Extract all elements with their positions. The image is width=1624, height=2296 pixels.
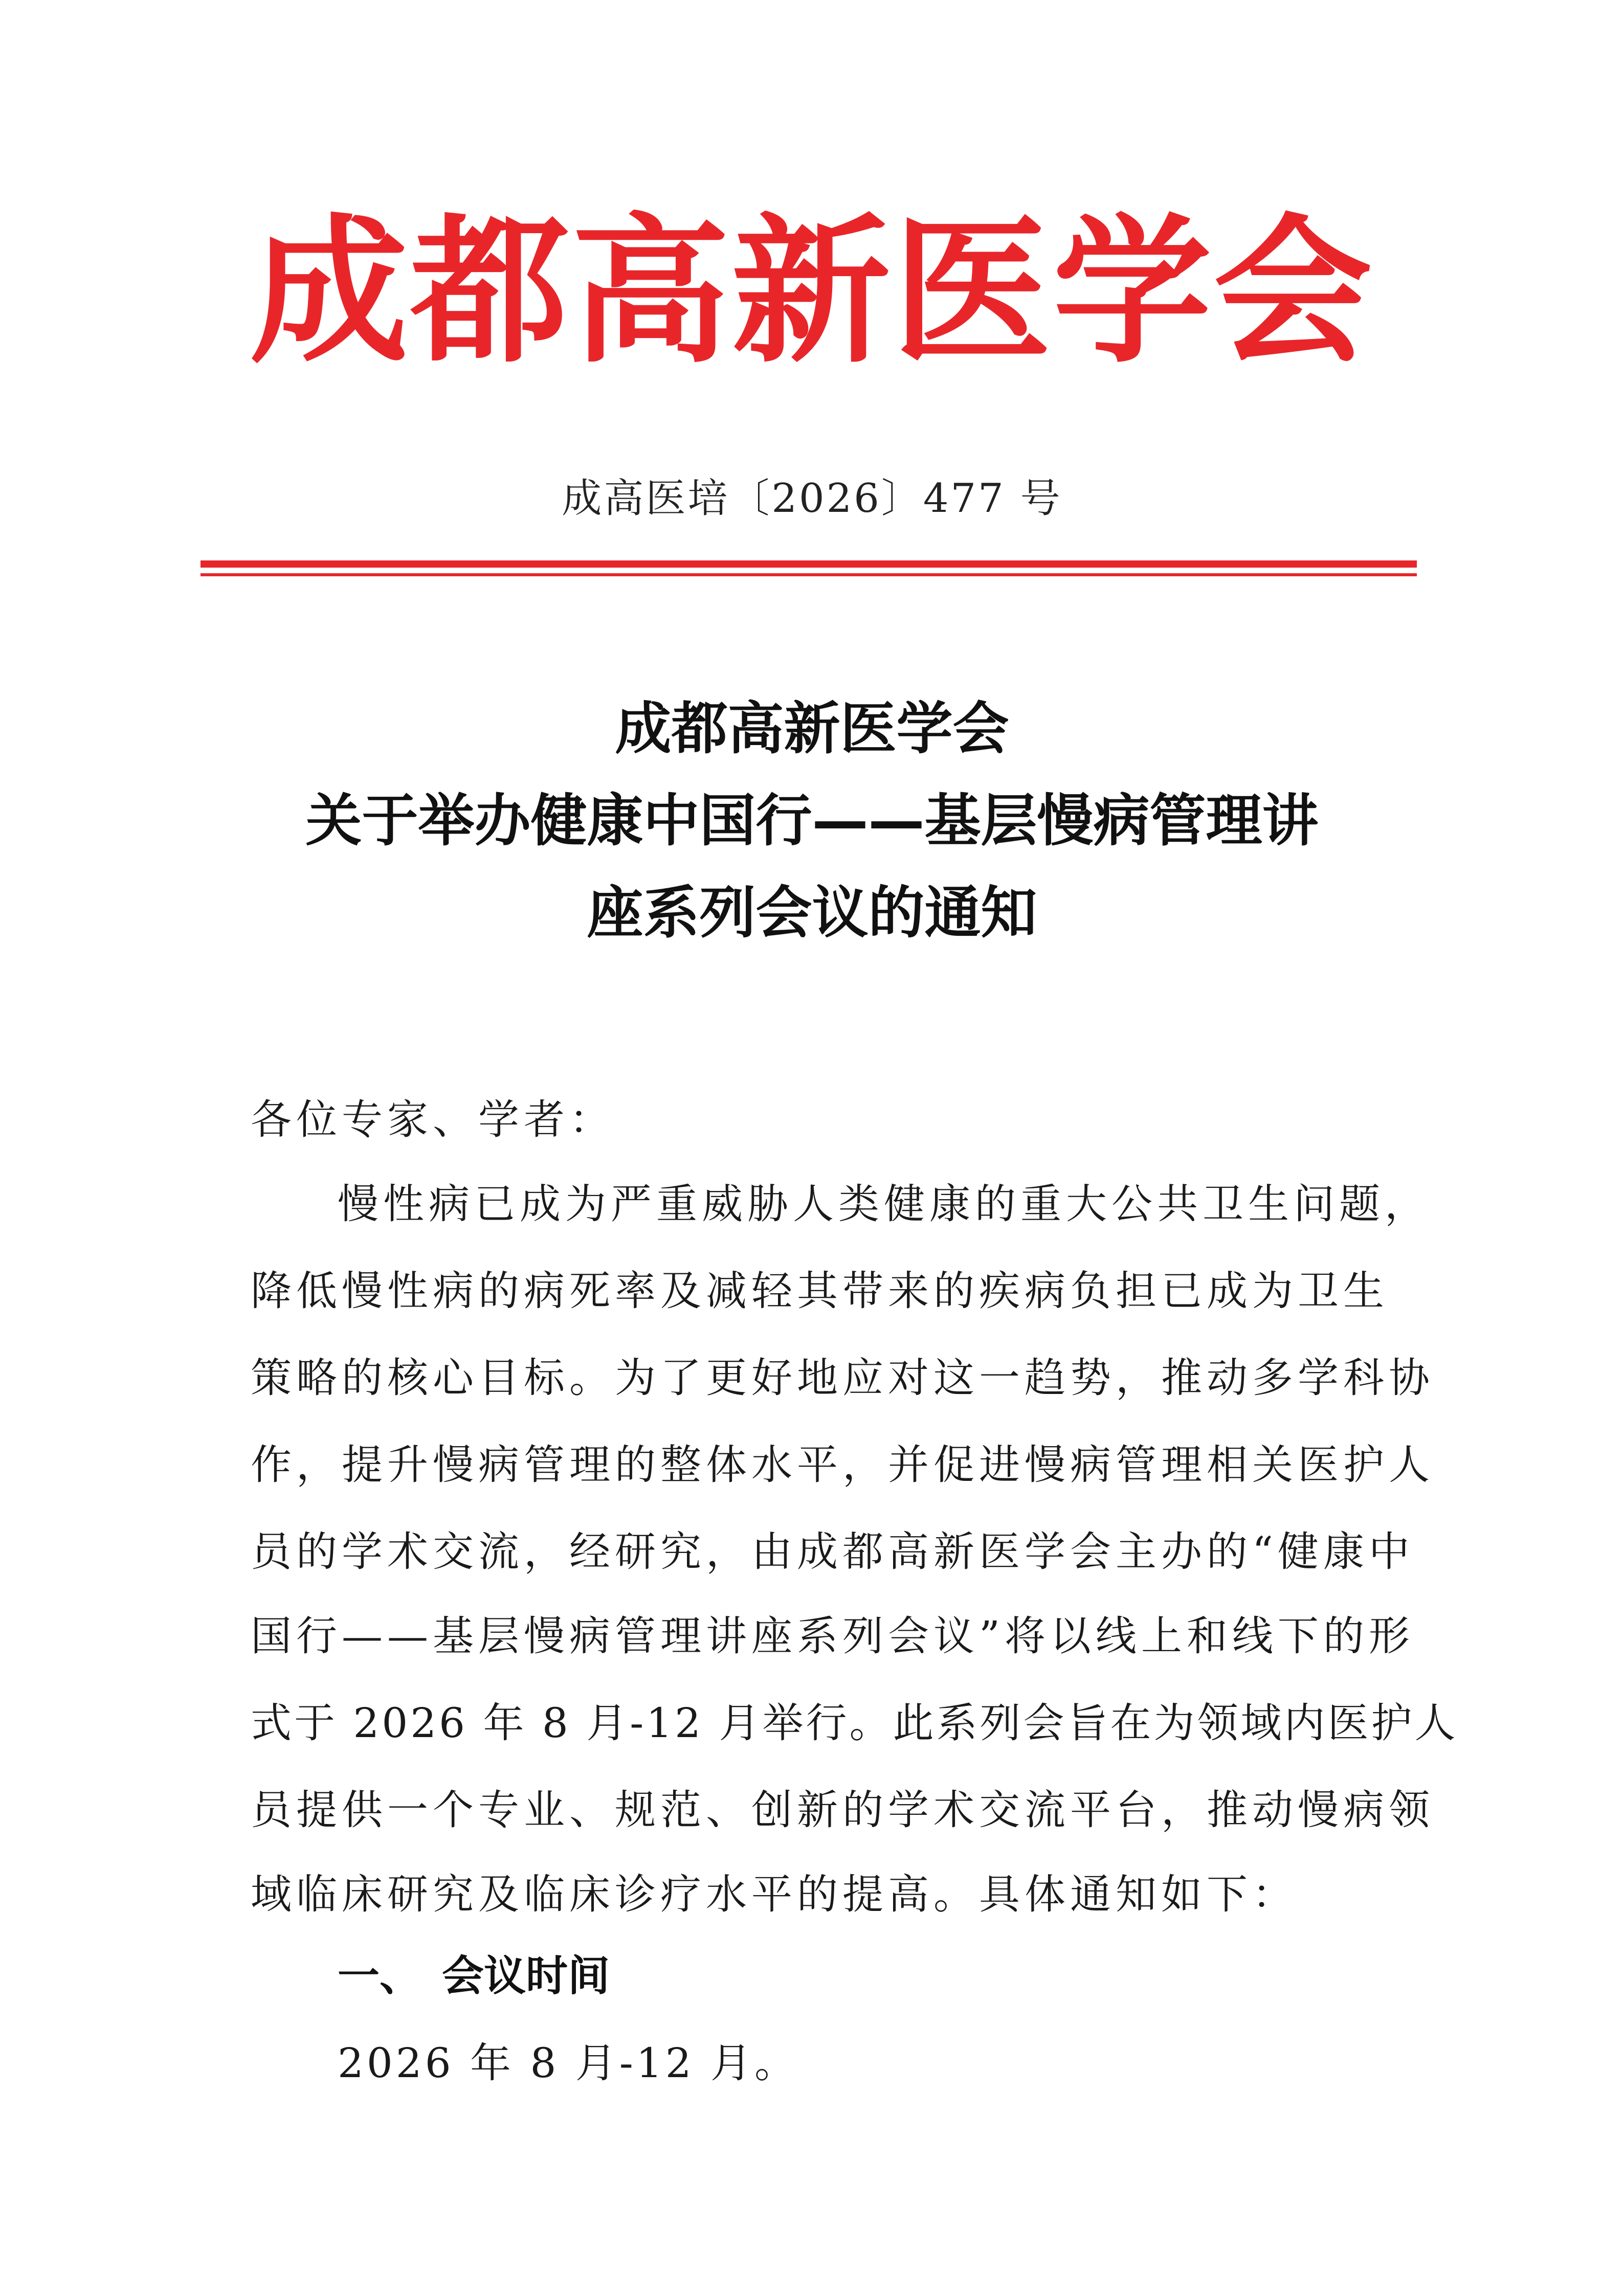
meeting-time: 2026 年 8 月-12 月。 [338,2039,799,2087]
body-line: 式于 2026 年 8 月-12 月举行。此系列会旨在为领域内医护人 [251,1699,1458,1747]
body-line: 策略的核心目标。为了更好地应对这一趋势，推动多学科协 [251,1354,1434,1402]
red-divider-thin [201,573,1417,576]
section-heading-1 [338,1951,610,2002]
notice-title-line-3: 座系列会议的通知 [587,880,1037,946]
body-line: 国行——基层慢病管理讲座系列会议”将以线上和线下的形 [251,1612,1414,1660]
masthead-title: 成都高新医学会 [250,198,1374,385]
body-line: 作，提升慢病管理的整体水平，并促进慢病管理相关医护人 [251,1441,1434,1489]
section-number: 一、 [338,1952,422,2000]
body-line: 域临床研究及临床诊疗水平的提高。具体通知如下： [251,1871,1298,1918]
body-line: 降低慢性病的病死率及减轻其带来的疾病负担已成为卫生 [251,1267,1389,1315]
body-line: 员提供一个专业、规范、创新的学术交流平台，推动慢病领 [251,1786,1434,1834]
salutation: 各位专家、学者： [251,1096,615,1143]
red-divider-thick [201,560,1417,568]
notice-title-line-1: 成都高新医学会 [615,696,1009,761]
body-line: 慢性病已成为严重威胁人类健康的重大公共卫生问题， [338,1180,1430,1228]
section-heading-text: 会议时间 [442,1952,610,2000]
notice-title-line-2: 关于举办健康中国行——基层慢病管理讲 [305,788,1319,853]
document-number: 成高医培〔2026〕477 号 [562,476,1062,522]
body-line: 员的学术交流，经研究，由成都高新医学会主办的“健康中 [251,1528,1414,1575]
